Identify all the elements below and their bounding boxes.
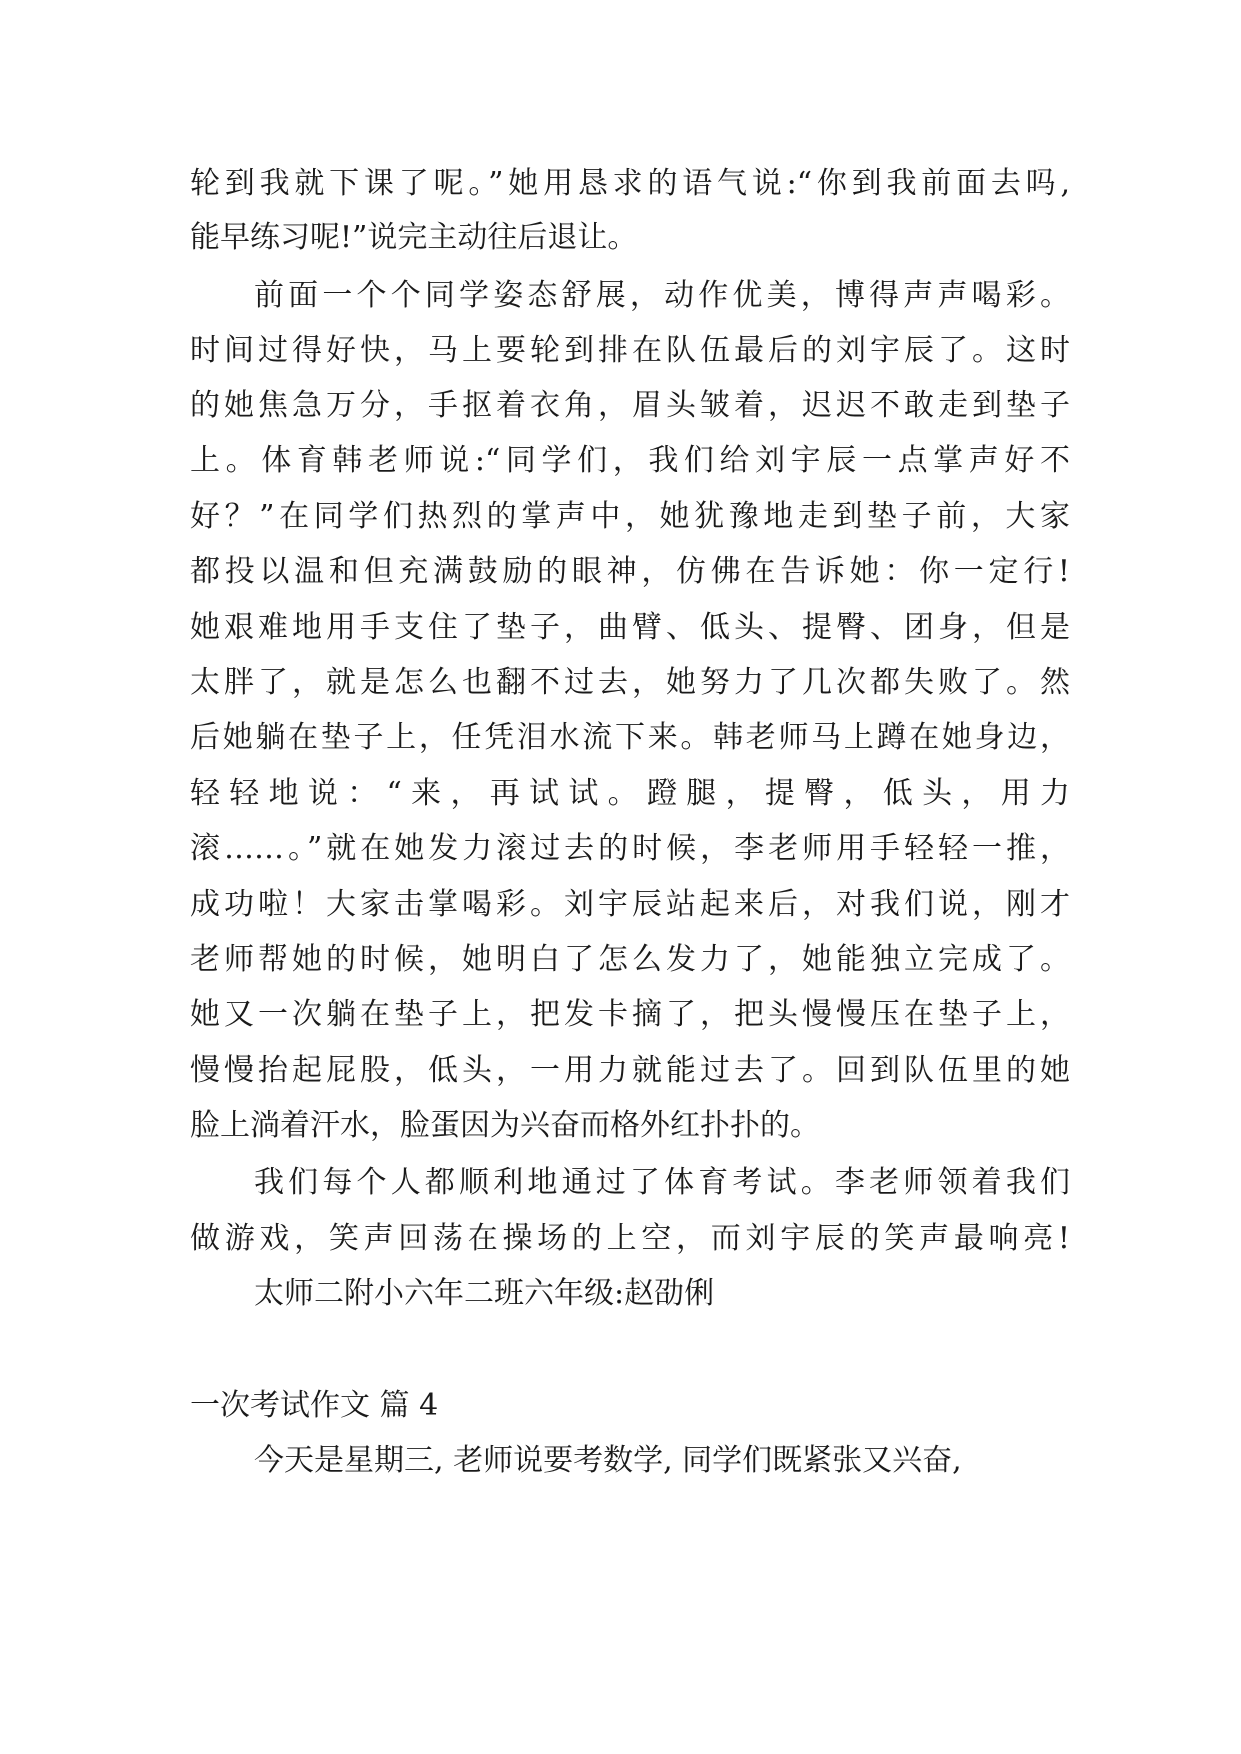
text-line: 太胖了，就是怎么也翻不过去，她努力了几次都失败了。然 (190, 665, 1070, 700)
text-line: 能早练习呢!”说完主动往后退让。 (190, 220, 638, 255)
text-line: 好？”在同学们热烈的掌声中，她犹豫地走到垫子前，大家 (190, 499, 1070, 534)
text-line: 上。体育韩老师说:“同学们，我们给刘宇辰一点掌声好不 (190, 443, 1070, 478)
text-line: 都投以温和但充满鼓励的眼神，仿佛在告诉她：你一定行! (190, 554, 1070, 589)
text-line: 前面一个个同学姿态舒展，动作优美，博得声声喝彩。 (254, 278, 1070, 313)
text-line: 老师帮她的时候，她明白了怎么发力了，她能独立完成了。 (190, 942, 1070, 977)
text-line: 慢慢抬起屁股，低头，一用力就能过去了。回到队伍里的她 (190, 1053, 1070, 1088)
text-line: 她艰难地用手支住了垫子，曲臂、低头、提臀、团身，但是 (190, 610, 1070, 645)
text-line: 后她躺在垫子上，任凭泪水流下来。韩老师马上蹲在她身边， (190, 720, 1070, 755)
author-signature: 太师二附小六年二班六年级:赵劭俐 (254, 1276, 715, 1311)
text-line: 滚……。”就在她发力滚过去的时候，李老师用手轻轻一推， (190, 831, 1070, 866)
text-line: 时间过得好快，马上要轮到排在队伍最后的刘宇辰了。这时 (190, 333, 1070, 368)
text-line: 做游戏，笑声回荡在操场的上空，而刘宇辰的笑声最响亮! (190, 1221, 1070, 1256)
text-line: 我们每个人都顺利地通过了体育考试。李老师领着我们 (254, 1165, 1070, 1200)
text-line: 轻轻地说：“来，再试试。蹬腿，提臀，低头，用力 (190, 776, 1070, 811)
text-line: 成功啦！大家击掌喝彩。刘宇辰站起来后，对我们说，刚才 (190, 887, 1070, 922)
text-line: 她又一次躺在垫子上，把发卡摘了，把头慢慢压在垫子上， (190, 997, 1070, 1032)
text-line: 轮到我就下课了呢。”她用恳求的语气说:“你到我前面去吗, (190, 166, 1070, 201)
text-line: 的她焦急万分，手抠着衣角，眉头皱着，迟迟不敢走到垫子 (190, 388, 1070, 423)
text-line: 今天是星期三, 老师说要考数学, 同学们既紧张又兴奋, (254, 1443, 962, 1478)
text-line: 脸上淌着汗水，脸蛋因为兴奋而格外红扑扑的。 (190, 1108, 820, 1143)
section-heading: 一次考试作文 篇 4 (190, 1388, 439, 1423)
